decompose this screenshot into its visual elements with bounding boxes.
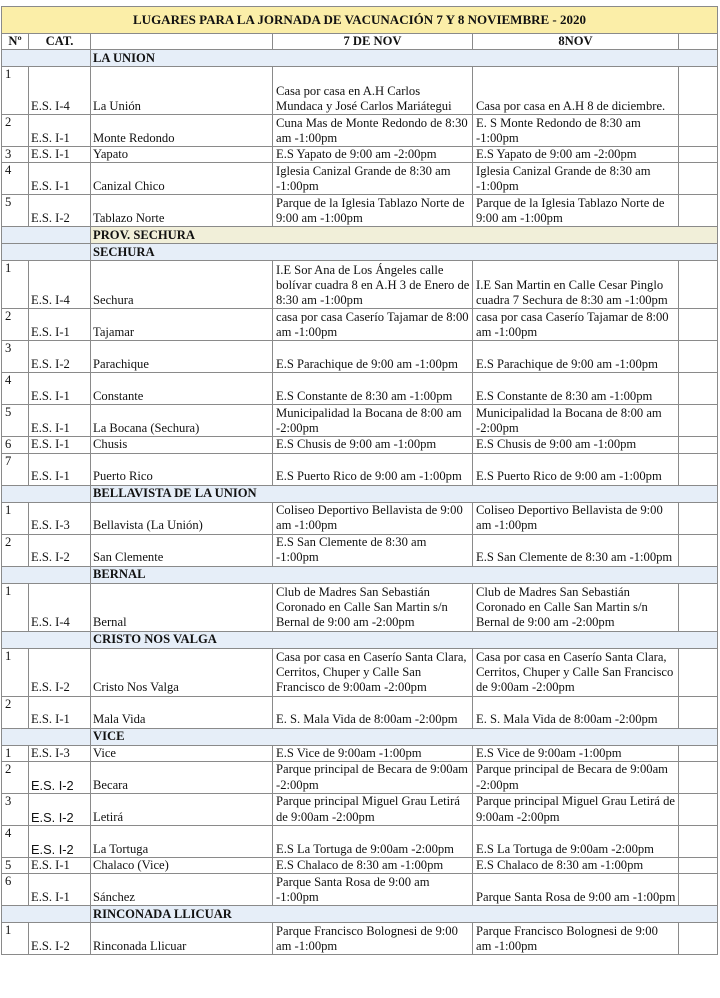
category-cell: E.S. I-1 bbox=[29, 696, 91, 728]
place-cell: Sánchez bbox=[91, 874, 273, 906]
day1-cell: E.S Yapato de 9:00 am -2:00pm bbox=[273, 147, 473, 163]
day1-cell: Parque principal de Becara de 9:00am -2:00pm bbox=[273, 761, 473, 793]
category-cell: E.S. I-1 bbox=[29, 373, 91, 405]
category-cell: E.S. I-2 bbox=[29, 534, 91, 566]
blank-cell bbox=[679, 309, 718, 341]
day2-cell: E.S Chalaco de 8:30 am -1:00pm bbox=[473, 857, 679, 873]
table-row bbox=[2, 874, 718, 906]
table-row bbox=[2, 696, 718, 728]
table-row bbox=[2, 163, 718, 195]
day2-cell: Parque principal de Becara de 9:00am -2:00pm bbox=[473, 761, 679, 793]
place-cell: Bellavista (La Unión) bbox=[91, 502, 273, 534]
row-number: 1 bbox=[2, 261, 29, 309]
blank-cell bbox=[679, 405, 718, 437]
table-row bbox=[2, 195, 718, 227]
day2-cell: Club de Madres San Sebastián Coronado en Calle San Martin s/n Bernal de 9:00 am -2:00pm bbox=[473, 583, 679, 631]
category-cell: E.S. I-1 bbox=[29, 405, 91, 437]
section-row bbox=[2, 566, 718, 583]
blank-cell bbox=[679, 453, 718, 485]
row-number: 4 bbox=[2, 825, 29, 857]
day2-cell: Parque principal Miguel Grau Letirá de 9:00am -2:00pm bbox=[473, 793, 679, 825]
place-cell: Cristo Nos Valga bbox=[91, 648, 273, 696]
table-row bbox=[2, 405, 718, 437]
category-cell: E.S. I-2 bbox=[29, 825, 91, 857]
day1-cell: E.S Parachique de 9:00 am -1:00pm bbox=[273, 341, 473, 373]
day1-cell: Coliseo Deportivo Bellavista de 9:00 am -1:00pm bbox=[273, 502, 473, 534]
place-cell: Canizal Chico bbox=[91, 163, 273, 195]
day1-cell: Municipalidad la Bocana de 8:00 am -2:00pm bbox=[273, 405, 473, 437]
category-cell: E.S. I-2 bbox=[29, 761, 91, 793]
section-title: VICE bbox=[91, 728, 718, 745]
place-cell: Bernal bbox=[91, 583, 273, 631]
place-cell: Rinconada Llicuar bbox=[91, 923, 273, 955]
place-cell: Tablazo Norte bbox=[91, 195, 273, 227]
table-row bbox=[2, 309, 718, 341]
section-spacer bbox=[2, 244, 91, 261]
table-row bbox=[2, 583, 718, 631]
blank-cell bbox=[679, 825, 718, 857]
section-spacer bbox=[2, 728, 91, 745]
row-number: 1 bbox=[2, 67, 29, 115]
section-row bbox=[2, 227, 718, 244]
table-row bbox=[2, 147, 718, 163]
category-cell: E.S. I-1 bbox=[29, 147, 91, 163]
table-row bbox=[2, 437, 718, 453]
day1-cell: I.E Sor Ana de Los Ángeles calle bolívar cuadra 8 en A.H 3 de Enero de 8:30 am -1:00pm bbox=[273, 261, 473, 309]
place-cell: Yapato bbox=[91, 147, 273, 163]
day2-cell: Municipalidad la Bocana de 8:00 am -2:00pm bbox=[473, 405, 679, 437]
vaccination-schedule-table bbox=[1, 6, 718, 955]
day1-cell: E.S Chusis de 9:00 am -1:00pm bbox=[273, 437, 473, 453]
section-title: BERNAL bbox=[91, 566, 718, 583]
section-row bbox=[2, 631, 718, 648]
row-number: 2 bbox=[2, 115, 29, 147]
place-cell: Constante bbox=[91, 373, 273, 405]
day1-cell: E. S. Mala Vida de 8:00am -2:00pm bbox=[273, 696, 473, 728]
table-row bbox=[2, 825, 718, 857]
row-number: 6 bbox=[2, 874, 29, 906]
row-number: 5 bbox=[2, 405, 29, 437]
blank-cell bbox=[679, 341, 718, 373]
section-title: SECHURA bbox=[91, 244, 718, 261]
day2-cell: E.S Vice de 9:00am -1:00pm bbox=[473, 745, 679, 761]
table-row bbox=[2, 341, 718, 373]
category-cell: E.S. I-4 bbox=[29, 583, 91, 631]
section-title: LA UNION bbox=[91, 50, 718, 67]
blank-cell bbox=[679, 874, 718, 906]
blank-cell bbox=[679, 437, 718, 453]
day2-cell: E.S Chusis de 9:00 am -1:00pm bbox=[473, 437, 679, 453]
col-header-day2: 8NOV bbox=[473, 34, 679, 50]
blank-cell bbox=[679, 502, 718, 534]
col-header-num: Nº bbox=[2, 34, 29, 50]
day2-cell: Casa por casa en A.H 8 de diciembre. bbox=[473, 67, 679, 115]
section-title: RINCONADA LLICUAR bbox=[91, 906, 718, 923]
day1-cell: Parque Francisco Bolognesi de 9:00 am -1:00pm bbox=[273, 923, 473, 955]
place-cell: Becara bbox=[91, 761, 273, 793]
section-row bbox=[2, 485, 718, 502]
category-cell: E.S. I-1 bbox=[29, 437, 91, 453]
category-cell: E.S. I-2 bbox=[29, 648, 91, 696]
day2-cell: Parque de la Iglesia Tablazo Norte de 9:00 am -1:00pm bbox=[473, 195, 679, 227]
blank-cell bbox=[679, 793, 718, 825]
place-cell: Letirá bbox=[91, 793, 273, 825]
row-number: 1 bbox=[2, 502, 29, 534]
row-number: 7 bbox=[2, 453, 29, 485]
day2-cell: E.S Yapato de 9:00 am -2:00pm bbox=[473, 147, 679, 163]
day1-cell: Casa por casa en A.H Carlos Mundaca y José Carlos Mariátegui bbox=[273, 67, 473, 115]
category-cell: E.S. I-1 bbox=[29, 163, 91, 195]
table-row bbox=[2, 761, 718, 793]
place-cell: Tajamar bbox=[91, 309, 273, 341]
section-spacer bbox=[2, 485, 91, 502]
table-row bbox=[2, 857, 718, 873]
category-cell: E.S. I-3 bbox=[29, 502, 91, 534]
day1-cell: E.S La Tortuga de 9:00am -2:00pm bbox=[273, 825, 473, 857]
day2-cell: E.S La Tortuga de 9:00am -2:00pm bbox=[473, 825, 679, 857]
day1-cell: casa por casa Caserío Tajamar de 8:00 am -1:00pm bbox=[273, 309, 473, 341]
day2-cell: E.S Parachique de 9:00 am -1:00pm bbox=[473, 341, 679, 373]
row-number: 2 bbox=[2, 696, 29, 728]
day1-cell: E.S Vice de 9:00am -1:00pm bbox=[273, 745, 473, 761]
blank-cell bbox=[679, 534, 718, 566]
place-cell: San Clemente bbox=[91, 534, 273, 566]
place-cell: Mala Vida bbox=[91, 696, 273, 728]
day1-cell: E.S Chalaco de 8:30 am -1:00pm bbox=[273, 857, 473, 873]
blank-cell bbox=[679, 373, 718, 405]
place-cell: Monte Redondo bbox=[91, 115, 273, 147]
day2-cell: Parque Francisco Bolognesi de 9:00 am -1:00pm bbox=[473, 923, 679, 955]
title-row bbox=[2, 7, 718, 34]
section-spacer bbox=[2, 566, 91, 583]
day2-cell: Coliseo Deportivo Bellavista de 9:00 am -1:00pm bbox=[473, 502, 679, 534]
table-row bbox=[2, 648, 718, 696]
category-cell: E.S. I-1 bbox=[29, 453, 91, 485]
table-row bbox=[2, 534, 718, 566]
row-number: 1 bbox=[2, 648, 29, 696]
section-spacer bbox=[2, 631, 91, 648]
place-cell: Parachique bbox=[91, 341, 273, 373]
col-header-day1: 7 DE NOV bbox=[273, 34, 473, 50]
section-spacer bbox=[2, 50, 91, 67]
place-cell: La Unión bbox=[91, 67, 273, 115]
category-cell: E.S. I-4 bbox=[29, 67, 91, 115]
table-row bbox=[2, 115, 718, 147]
category-cell: E.S. I-4 bbox=[29, 261, 91, 309]
row-number: 6 bbox=[2, 437, 29, 453]
day2-cell: casa por casa Caserío Tajamar de 8:00 am -1:00pm bbox=[473, 309, 679, 341]
day1-cell: Cuna Mas de Monte Redondo de 8:30 am -1:00pm bbox=[273, 115, 473, 147]
row-number: 3 bbox=[2, 341, 29, 373]
category-cell: E.S. I-1 bbox=[29, 874, 91, 906]
day2-cell: I.E San Martin en Calle Cesar Pinglo cuadra 7 Sechura de 8:30 am -1:00pm bbox=[473, 261, 679, 309]
row-number: 2 bbox=[2, 534, 29, 566]
blank-cell bbox=[679, 583, 718, 631]
place-cell: La Tortuga bbox=[91, 825, 273, 857]
category-cell: E.S. I-1 bbox=[29, 115, 91, 147]
place-cell: La Bocana (Sechura) bbox=[91, 405, 273, 437]
day2-cell: E.S Puerto Rico de 9:00 am -1:00pm bbox=[473, 453, 679, 485]
category-cell: E.S. I-1 bbox=[29, 857, 91, 873]
day2-cell: E. S Monte Redondo de 8:30 am -1:00pm bbox=[473, 115, 679, 147]
row-number: 4 bbox=[2, 373, 29, 405]
table-row bbox=[2, 923, 718, 955]
blank-cell bbox=[679, 67, 718, 115]
day1-cell: Parque Santa Rosa de 9:00 am -1:00pm bbox=[273, 874, 473, 906]
blank-cell bbox=[679, 745, 718, 761]
row-number: 3 bbox=[2, 147, 29, 163]
day1-cell: Casa por casa en Caserío Santa Clara, Cerritos, Chuper y Calle San Francisco de 9:00am -2:00pm bbox=[273, 648, 473, 696]
day1-cell: E.S Puerto Rico de 9:00 am -1:00pm bbox=[273, 453, 473, 485]
table-row bbox=[2, 261, 718, 309]
day2-cell: E.S San Clemente de 8:30 am -1:00pm bbox=[473, 534, 679, 566]
day2-cell: E. S. Mala Vida de 8:00am -2:00pm bbox=[473, 696, 679, 728]
row-number: 2 bbox=[2, 761, 29, 793]
row-number: 3 bbox=[2, 793, 29, 825]
section-spacer bbox=[2, 227, 91, 244]
category-cell: E.S. I-1 bbox=[29, 309, 91, 341]
day1-cell: Parque de la Iglesia Tablazo Norte de 9:00 am -1:00pm bbox=[273, 195, 473, 227]
day2-cell: Parque Santa Rosa de 9:00 am -1:00pm bbox=[473, 874, 679, 906]
page-title: LUGARES PARA LA JORNADA DE VACUNACIÓN 7 Y 8 NOVIEMBRE - 2020 bbox=[2, 7, 718, 34]
blank-cell bbox=[679, 195, 718, 227]
blank-cell bbox=[679, 761, 718, 793]
col-header-extra bbox=[679, 34, 718, 50]
section-title: CRISTO NOS VALGA bbox=[91, 631, 718, 648]
col-header-place bbox=[91, 34, 273, 50]
day1-cell: Iglesia Canizal Grande de 8:30 am -1:00pm bbox=[273, 163, 473, 195]
row-number: 1 bbox=[2, 583, 29, 631]
table-row bbox=[2, 793, 718, 825]
place-cell: Chalaco (Vice) bbox=[91, 857, 273, 873]
section-title: BELLAVISTA DE LA UNION bbox=[91, 485, 718, 502]
row-number: 4 bbox=[2, 163, 29, 195]
row-number: 5 bbox=[2, 195, 29, 227]
day1-cell: Club de Madres San Sebastián Coronado en Calle San Martin s/n Bernal de 9:00 am -2:00pm bbox=[273, 583, 473, 631]
blank-cell bbox=[679, 261, 718, 309]
day2-cell: Casa por casa en Caserío Santa Clara, Cerritos, Chuper y Calle San Francisco de 9:00am -2:00pm bbox=[473, 648, 679, 696]
blank-cell bbox=[679, 857, 718, 873]
category-cell: E.S. I-3 bbox=[29, 745, 91, 761]
category-cell: E.S. I-2 bbox=[29, 923, 91, 955]
day2-cell: Iglesia Canizal Grande de 8:30 am -1:00pm bbox=[473, 163, 679, 195]
place-cell: Chusis bbox=[91, 437, 273, 453]
blank-cell bbox=[679, 696, 718, 728]
day2-cell: E.S Constante de 8:30 am -1:00pm bbox=[473, 373, 679, 405]
table-row bbox=[2, 453, 718, 485]
blank-cell bbox=[679, 923, 718, 955]
section-title: PROV. SECHURA bbox=[91, 227, 718, 244]
category-cell: E.S. I-2 bbox=[29, 341, 91, 373]
table-row bbox=[2, 502, 718, 534]
day1-cell: E.S San Clemente de 8:30 am -1:00pm bbox=[273, 534, 473, 566]
row-number: 1 bbox=[2, 923, 29, 955]
section-row bbox=[2, 244, 718, 261]
day1-cell: Parque principal Miguel Grau Letirá de 9:00am -2:00pm bbox=[273, 793, 473, 825]
blank-cell bbox=[679, 147, 718, 163]
section-spacer bbox=[2, 906, 91, 923]
section-row bbox=[2, 50, 718, 67]
category-cell: E.S. I-2 bbox=[29, 793, 91, 825]
place-cell: Sechura bbox=[91, 261, 273, 309]
blank-cell bbox=[679, 648, 718, 696]
section-row bbox=[2, 906, 718, 923]
row-number: 1 bbox=[2, 745, 29, 761]
place-cell: Puerto Rico bbox=[91, 453, 273, 485]
blank-cell bbox=[679, 115, 718, 147]
table-row bbox=[2, 67, 718, 115]
col-header-cat: CAT. bbox=[29, 34, 91, 50]
table-row bbox=[2, 745, 718, 761]
place-cell: Vice bbox=[91, 745, 273, 761]
blank-cell bbox=[679, 163, 718, 195]
section-row bbox=[2, 728, 718, 745]
header-row bbox=[2, 34, 718, 50]
table-row bbox=[2, 373, 718, 405]
day1-cell: E.S Constante de 8:30 am -1:00pm bbox=[273, 373, 473, 405]
row-number: 2 bbox=[2, 309, 29, 341]
row-number: 5 bbox=[2, 857, 29, 873]
category-cell: E.S. I-2 bbox=[29, 195, 91, 227]
